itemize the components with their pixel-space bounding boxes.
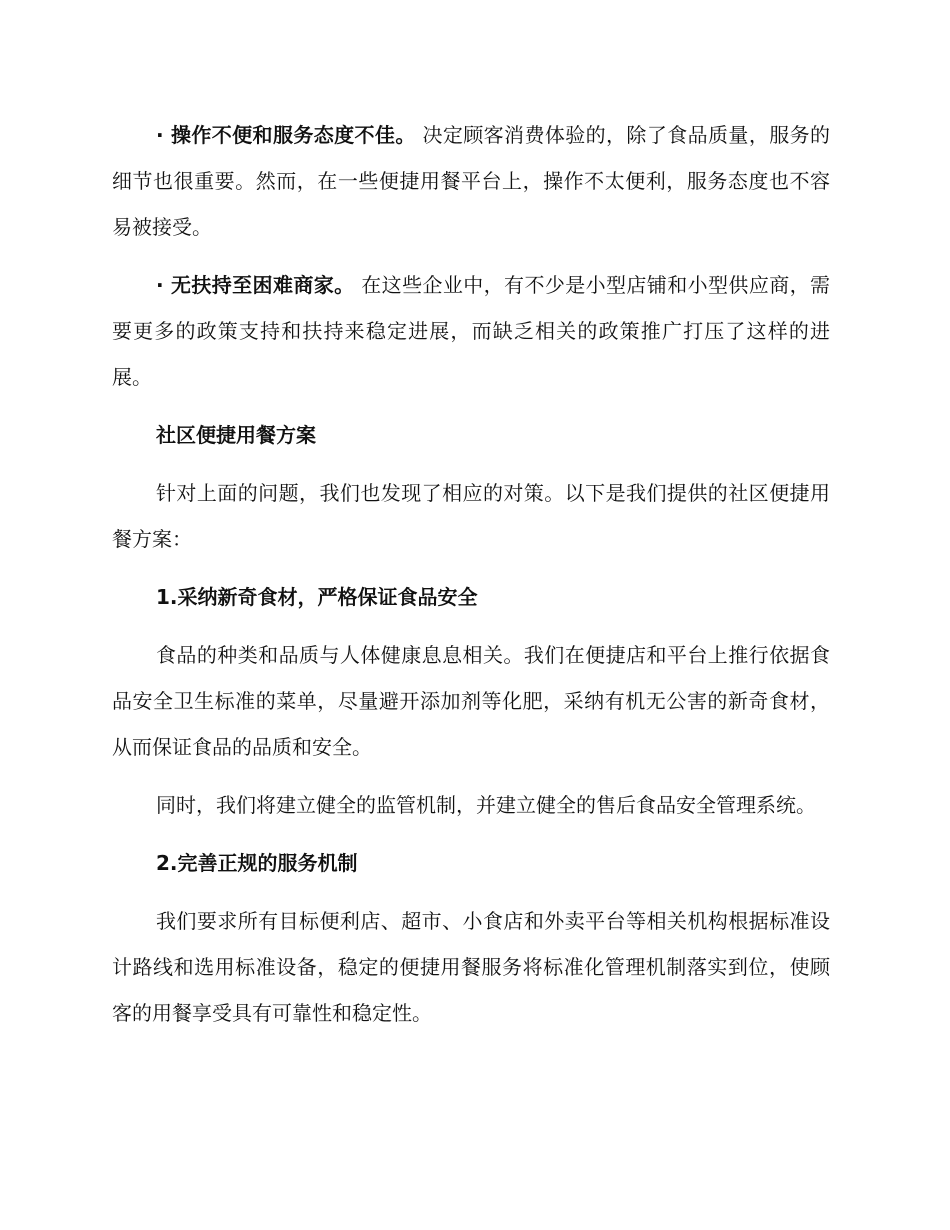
paragraph-lead: · 操作不便和服务态度不佳。: [156, 123, 416, 147]
paragraph-service-mechanism: 我们要求所有目标便利店、超市、小食店和外卖平台等相关机构根据标准设计路线和选用标准设备，稳定的便捷用餐服务将标准化管理机制落实到位，使顾客的用餐享受具有可靠性和稳定性。: [112, 909, 830, 1025]
paragraph-food-safety: 食品的种类和品质与人体健康息息相关。我们在便捷店和平台上推行依据食品安全卫生标准的菜单，尽量避开添加剂等化肥，采纳有机无公害的新奇食材，从而保证食品的品质和安全。: [112, 643, 830, 759]
paragraph-lead: · 无扶持至困难商家。: [156, 273, 355, 297]
paragraph-service-issue: [112, 112, 830, 250]
subsection-heading-1: 1.采纳新奇食材，严格保证食品安全: [156, 585, 478, 609]
paragraph-merchant-support: [112, 262, 830, 400]
section-heading: 社区便捷用餐方案: [156, 423, 316, 447]
paragraph-supervision: 同时，我们将建立健全的监管机制，并建立健全的售后食品安全管理系统。: [156, 793, 816, 817]
paragraph-body: 决定顾客消费体验的，除了食品质量，服务的细节也很重要。然而，在一些便捷用餐平台上，操作不太便利，服务态度也不容易被接受。: [112, 123, 831, 239]
paragraph-intro: 针对上面的问题，我们也发现了相应的对策。以下是我们提供的社区便捷用餐方案：: [112, 481, 830, 551]
subsection-heading-2: 2.完善正规的服务机制: [156, 851, 358, 875]
paragraph-body: 在这些企业中，有不少是小型店铺和小型供应商，需要更多的政策支持和扶持来稳定进展，而缺乏相关的政策推广打压了这样的进展。: [112, 273, 831, 389]
